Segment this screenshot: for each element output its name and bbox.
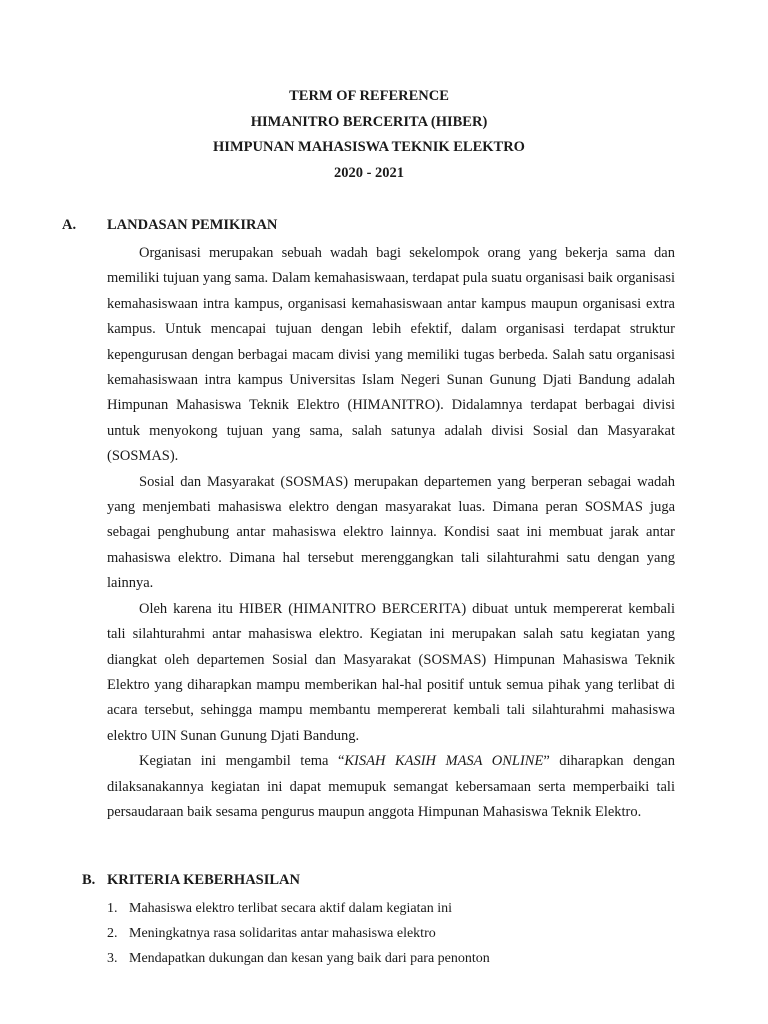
section-b-title: KRITERIA KEBERHASILAN (107, 872, 300, 888)
list-item (107, 896, 707, 921)
period-title: 2020 - 2021 (333, 164, 405, 181)
paragraph-2: Sosial dan Masyarakat (SOSMAS) merupakan departemen yang berperan sebagai wadah yang menjembati mahasiswa elektro dengan masyarakat luas. Dimana peran SOSMAS juga sebagai penghubung antar mahasiswa elektro lainnya. Kondisi saat ini membuat jarak antar mahasiswa elektro. Dimana hal tersebut merenggangkan tali silahturahmi satu dengan yang lainnya. (107, 473, 675, 592)
paragraph-4-rest: ” diharapkan dengan dilaksanakannya kegiatan ini dapat memupuk semangat kebersamaan serta memperbaiki tali persaudaraan baik sesama pengurus maupun anggota Himpunan Mahasiswa Teknik Elektro. (107, 753, 675, 820)
list-item (107, 921, 707, 946)
event-title: HIMANITRO BERCERITA (HIBER) (250, 113, 488, 130)
list-item-number: 2. (107, 926, 118, 941)
section-b-letter: B. (82, 872, 96, 888)
section-a-title: LANDASAN PEMIKIRAN (107, 217, 278, 233)
list-item-number: 3. (107, 951, 118, 966)
document-title-block (0, 84, 738, 186)
organization-title: HIMPUNAN MAHASISWA TEKNIK ELEKTRO (213, 139, 525, 155)
section-a-letter: A. (62, 217, 77, 233)
paragraph-1: Organisasi merupakan sebuah wadah bagi sekelompok orang yang bekerja sama dan memiliki tujuan yang sama. Dalam kemahasiswaan, terdapat pula suatu organisasi baik organisasi kemahasiswaan intra kampus, organisasi kemahasiswaan antar kampus maupun organisasi extra kampus. Untuk mencapai tujuan dengan lebih efektif, dalam organisasi terdapat struktur kepengurusan dengan berbagai macam divisi yang memiliki tugas berbeda. Salah satu organisasi kemahasiswaan intra kampus Universitas Islam Negeri Sunan Gunung Djati Bandung adalah Himpunan Mahasiswa Teknik Elektro (HIMANITRO). Didalamnya terdapat berbagai divisi untuk menyokong tujuan yang sama, salah satunya adalah divisi Sosial dan Masyarakat (SOSMAS). (107, 245, 675, 465)
event-theme: KISAH KASIH MASA ONLINE (344, 753, 544, 770)
paragraph-4-intro: Kegiatan ini mengambil tema “ (139, 753, 345, 770)
list-item (107, 946, 707, 971)
list-item-text: Mahasiswa elektro terlibat secara aktif dalam kegiatan ini (129, 901, 453, 916)
list-item-number: 1. (107, 901, 118, 916)
success-criteria-list (107, 896, 707, 971)
doc-title: TERM OF REFERENCE (289, 88, 449, 104)
paragraph-4 (107, 749, 675, 825)
section-a-body (107, 241, 675, 825)
paragraph-3: Oleh karena itu HIBER (HIMANITRO BERCERITA) dibuat untuk mempererat kembali tali silahturahmi antar mahasiswa elektro. Kegiatan ini merupakan salah satu kegiatan yang diangkat oleh departemen Sosial dan Masyarakat (SOSMAS) Himpunan Mahasiswa Teknik Elektro yang diharapkan mampu memberikan hal-hal positif untuk semua pihak yang terlibat di acara tersebut, sehingga mampu membantu mempererat kembali tali silahturahmi mahasiswa elektro UIN Sunan Gunung Djati Bandung. (107, 600, 675, 744)
list-item-text: Mendapatkan dukungan dan kesan yang baik dari para penonton (129, 951, 490, 966)
list-item-text: Meningkatnya rasa solidaritas antar mahasiswa elektro (129, 926, 436, 941)
